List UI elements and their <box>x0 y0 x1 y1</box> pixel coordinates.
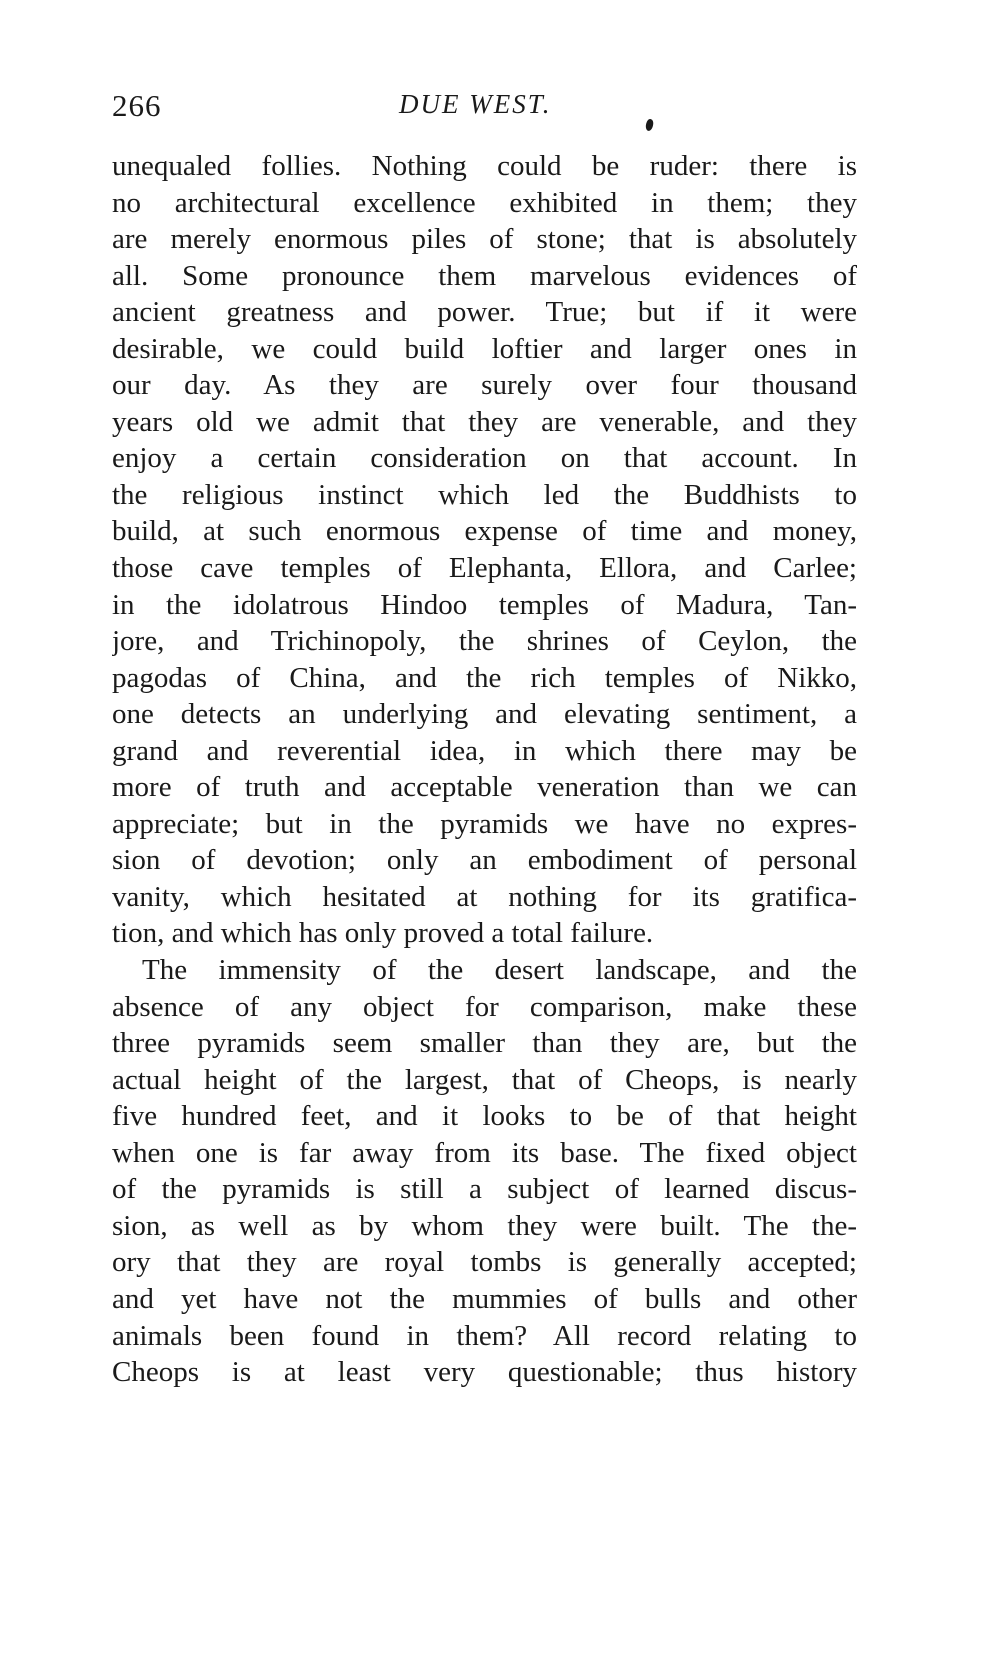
text-line: unequaled follies. Nothing could be ruder: there is <box>112 150 857 182</box>
text-line: years old we admit that they are venerable, and they <box>112 405 857 438</box>
text-line: grand and reverential idea, in which there may be <box>112 734 857 767</box>
text-line: actual height of the largest, that of Cheops, is nearly <box>112 1063 857 1096</box>
running-head <box>112 88 857 128</box>
text-line: those cave temples of Elephanta, Ellora, and Carlee; <box>112 552 857 585</box>
text-line: pagodas of China, and the rich temples of Nikko, <box>112 661 857 694</box>
text-line: no architectural excellence exhibited in them; they <box>112 186 857 219</box>
body-text <box>112 148 857 1391</box>
text-line: the religious instinct which led the Buddhists to <box>112 478 857 511</box>
text-line: ory that they are royal tombs is generally accepted; <box>112 1246 857 1279</box>
text-line: vanity, which hesitated at nothing for its gratifica- <box>112 880 857 913</box>
paragraph-last-line: tion, and which has only proved a total failure. <box>112 917 654 950</box>
text-line: enjoy a certain consideration on that account. In <box>112 442 857 475</box>
running-title: DUE WEST. <box>399 89 552 119</box>
paragraph-first-line: The immensity of the desert landscape, and the <box>142 954 857 987</box>
text-line: are merely enormous piles of stone; that is absolutely <box>112 223 857 256</box>
text-line: and yet have not the mummies of bulls and other <box>112 1282 857 1315</box>
text-line: our day. As they are surely over four thousand <box>112 369 857 402</box>
text-line: more of truth and acceptable veneration than we can <box>112 771 857 804</box>
text-line: when one is far away from its base. The fixed object <box>112 1136 857 1169</box>
ink-blot-mark <box>645 118 654 131</box>
page-number: 266 <box>112 88 162 123</box>
text-line: jore, and Trichinopoly, the shrines of Ceylon, the <box>112 625 857 658</box>
text-line: three pyramids seem smaller than they are, but the <box>112 1027 857 1060</box>
text-line: absence of any object for comparison, make these <box>112 990 857 1023</box>
text-line: sion of devotion; only an embodiment of personal <box>112 844 857 877</box>
text-line: all. Some pronounce them marvelous evidences of <box>112 259 857 292</box>
text-line: sion, as well as by whom they were built. The the- <box>112 1209 857 1242</box>
text-line: one detects an underlying and elevating sentiment, a <box>112 698 857 731</box>
text-line: in the idolatrous Hindoo temples of Madura, Tan- <box>112 588 857 621</box>
text-line: animals been found in them? All record relating to <box>112 1319 857 1352</box>
text-line: ancient greatness and power. True; but if it were <box>112 296 857 329</box>
text-line: desirable, we could build loftier and larger ones in <box>112 332 857 365</box>
text-line: five hundred feet, and it looks to be of that height <box>112 1100 857 1133</box>
text-line: build, at such enormous expense of time and money, <box>112 515 857 548</box>
text-line: of the pyramids is still a subject of learned discus- <box>112 1173 857 1206</box>
text-line: Cheops is at least very questionable; thus history <box>112 1356 857 1389</box>
text-line: appreciate; but in the pyramids we have no expres- <box>112 807 857 840</box>
